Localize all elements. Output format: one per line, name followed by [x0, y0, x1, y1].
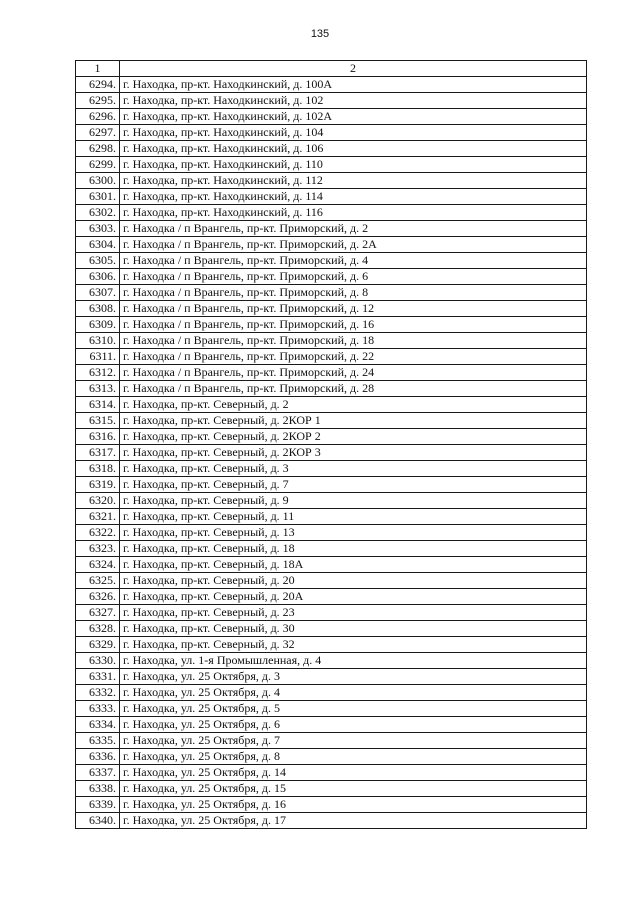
table-row	[76, 797, 587, 813]
row-number-cell: 6325.	[76, 573, 120, 589]
address-cell: г. Находка, ул. 25 Октября, д. 17	[120, 813, 587, 829]
address-cell: г. Находка, пр-кт. Находкинский, д. 116	[120, 205, 587, 221]
address-cell: г. Находка, ул. 25 Октября, д. 4	[120, 685, 587, 701]
address-cell: г. Находка, ул. 25 Октября, д. 7	[120, 733, 587, 749]
table-row	[76, 653, 587, 669]
address-cell: г. Находка, пр-кт. Северный, д. 2КОР 2	[120, 429, 587, 445]
row-number-cell: 6300.	[76, 173, 120, 189]
row-number-cell: 6309.	[76, 317, 120, 333]
row-number-cell: 6312.	[76, 365, 120, 381]
row-number-cell: 6307.	[76, 285, 120, 301]
address-cell: г. Находка, пр-кт. Северный, д. 2КОР 3	[120, 445, 587, 461]
address-cell: г. Находка, пр-кт. Северный, д. 18	[120, 541, 587, 557]
address-cell: г. Находка / п Врангель, пр-кт. Приморский, д. 28	[120, 381, 587, 397]
table-row	[76, 509, 587, 525]
row-number-cell: 6319.	[76, 477, 120, 493]
row-number-cell: 6317.	[76, 445, 120, 461]
row-number-cell: 6318.	[76, 461, 120, 477]
table-row	[76, 269, 587, 285]
table-row	[76, 685, 587, 701]
address-cell: г. Находка, пр-кт. Северный, д. 20	[120, 573, 587, 589]
table-row	[76, 205, 587, 221]
table-row	[76, 765, 587, 781]
row-number-cell: 6335.	[76, 733, 120, 749]
address-cell: г. Находка, пр-кт. Находкинский, д. 106	[120, 141, 587, 157]
address-cell: г. Находка / п Врангель, пр-кт. Приморский, д. 4	[120, 253, 587, 269]
table-row	[76, 781, 587, 797]
address-cell: г. Находка, ул. 25 Октября, д. 15	[120, 781, 587, 797]
address-cell: г. Находка, пр-кт. Северный, д. 2КОР 1	[120, 413, 587, 429]
address-cell: г. Находка, пр-кт. Находкинский, д. 110	[120, 157, 587, 173]
row-number-cell: 6298.	[76, 141, 120, 157]
address-cell: г. Находка, пр-кт. Находкинский, д. 102А	[120, 109, 587, 125]
address-cell: г. Находка / п Врангель, пр-кт. Приморский, д. 16	[120, 317, 587, 333]
table-row	[76, 701, 587, 717]
row-number-cell: 6304.	[76, 237, 120, 253]
row-number-cell: 6332.	[76, 685, 120, 701]
address-cell: г. Находка / п Врангель, пр-кт. Приморский, д. 2	[120, 221, 587, 237]
row-number-cell: 6296.	[76, 109, 120, 125]
address-cell: г. Находка, пр-кт. Находкинский, д. 114	[120, 189, 587, 205]
table-row	[76, 637, 587, 653]
address-cell: г. Находка, пр-кт. Северный, д. 7	[120, 477, 587, 493]
address-cell: г. Находка, пр-кт. Северный, д. 3	[120, 461, 587, 477]
address-cell: г. Находка, пр-кт. Находкинский, д. 100А	[120, 77, 587, 93]
row-number-cell: 6321.	[76, 509, 120, 525]
address-cell: г. Находка, пр-кт. Северный, д. 2	[120, 397, 587, 413]
row-number-cell: 6323.	[76, 541, 120, 557]
table-row	[76, 301, 587, 317]
table-row	[76, 93, 587, 109]
table-row	[76, 365, 587, 381]
address-cell: г. Находка, пр-кт. Северный, д. 9	[120, 493, 587, 509]
row-number-cell: 6294.	[76, 77, 120, 93]
row-number-cell: 6320.	[76, 493, 120, 509]
table-row	[76, 317, 587, 333]
table-row	[76, 589, 587, 605]
table-body	[76, 77, 587, 829]
column-header-address: 2	[120, 61, 587, 77]
table-row	[76, 477, 587, 493]
table-row	[76, 141, 587, 157]
table-row	[76, 621, 587, 637]
table-row	[76, 349, 587, 365]
address-cell: г. Находка / п Врангель, пр-кт. Приморский, д. 2А	[120, 237, 587, 253]
table-row	[76, 173, 587, 189]
row-number-cell: 6306.	[76, 269, 120, 285]
column-header-number: 1	[76, 61, 120, 77]
address-cell: г. Находка, ул. 25 Октября, д. 5	[120, 701, 587, 717]
table-row	[76, 557, 587, 573]
address-cell: г. Находка, пр-кт. Находкинский, д. 102	[120, 93, 587, 109]
address-cell: г. Находка, пр-кт. Северный, д. 32	[120, 637, 587, 653]
table-row	[76, 429, 587, 445]
row-number-cell: 6313.	[76, 381, 120, 397]
table-row	[76, 413, 587, 429]
address-cell: г. Находка / п Врангель, пр-кт. Приморский, д. 6	[120, 269, 587, 285]
table-row	[76, 253, 587, 269]
address-cell: г. Находка / п Врангель, пр-кт. Приморский, д. 22	[120, 349, 587, 365]
table-row	[76, 285, 587, 301]
table-row	[76, 381, 587, 397]
row-number-cell: 6336.	[76, 749, 120, 765]
address-cell: г. Находка, ул. 25 Октября, д. 3	[120, 669, 587, 685]
row-number-cell: 6339.	[76, 797, 120, 813]
row-number-cell: 6338.	[76, 781, 120, 797]
row-number-cell: 6316.	[76, 429, 120, 445]
row-number-cell: 6324.	[76, 557, 120, 573]
table-row	[76, 237, 587, 253]
address-cell: г. Находка / п Врангель, пр-кт. Приморский, д. 8	[120, 285, 587, 301]
table-row	[76, 125, 587, 141]
table-row	[76, 77, 587, 93]
row-number-cell: 6297.	[76, 125, 120, 141]
table-row	[76, 573, 587, 589]
row-number-cell: 6315.	[76, 413, 120, 429]
table-row	[76, 717, 587, 733]
address-cell: г. Находка, пр-кт. Северный, д. 23	[120, 605, 587, 621]
row-number-cell: 6311.	[76, 349, 120, 365]
row-number-cell: 6308.	[76, 301, 120, 317]
address-cell: г. Находка, пр-кт. Северный, д. 18А	[120, 557, 587, 573]
row-number-cell: 6303.	[76, 221, 120, 237]
row-number-cell: 6310.	[76, 333, 120, 349]
address-cell: г. Находка / п Врангель, пр-кт. Приморский, д. 18	[120, 333, 587, 349]
address-table	[75, 60, 587, 829]
address-cell: г. Находка, ул. 1-я Промышленная, д. 4	[120, 653, 587, 669]
table-row	[76, 605, 587, 621]
table-header	[76, 61, 587, 77]
address-cell: г. Находка, ул. 25 Октября, д. 6	[120, 717, 587, 733]
header-row	[76, 61, 587, 77]
row-number-cell: 6340.	[76, 813, 120, 829]
address-cell: г. Находка, ул. 25 Октября, д. 16	[120, 797, 587, 813]
table-row	[76, 541, 587, 557]
row-number-cell: 6331.	[76, 669, 120, 685]
table-row	[76, 669, 587, 685]
address-cell: г. Находка, пр-кт. Северный, д. 30	[120, 621, 587, 637]
table-row	[76, 189, 587, 205]
address-cell: г. Находка, пр-кт. Находкинский, д. 104	[120, 125, 587, 141]
table-row	[76, 493, 587, 509]
table-row	[76, 733, 587, 749]
page-number: 135	[310, 28, 330, 40]
row-number-cell: 6333.	[76, 701, 120, 717]
address-cell: г. Находка / п Врангель, пр-кт. Приморский, д. 12	[120, 301, 587, 317]
row-number-cell: 6327.	[76, 605, 120, 621]
address-cell: г. Находка, пр-кт. Северный, д. 11	[120, 509, 587, 525]
table-row	[76, 109, 587, 125]
table-row	[76, 333, 587, 349]
row-number-cell: 6301.	[76, 189, 120, 205]
row-number-cell: 6330.	[76, 653, 120, 669]
address-cell: г. Находка, ул. 25 Октября, д. 8	[120, 749, 587, 765]
table-row	[76, 749, 587, 765]
address-cell: г. Находка / п Врангель, пр-кт. Приморский, д. 24	[120, 365, 587, 381]
row-number-cell: 6326.	[76, 589, 120, 605]
row-number-cell: 6299.	[76, 157, 120, 173]
row-number-cell: 6329.	[76, 637, 120, 653]
row-number-cell: 6322.	[76, 525, 120, 541]
row-number-cell: 6302.	[76, 205, 120, 221]
address-cell: г. Находка, пр-кт. Северный, д. 13	[120, 525, 587, 541]
row-number-cell: 6337.	[76, 765, 120, 781]
table-row	[76, 813, 587, 829]
table-row	[76, 397, 587, 413]
table-row	[76, 461, 587, 477]
row-number-cell: 6295.	[76, 93, 120, 109]
row-number-cell: 6328.	[76, 621, 120, 637]
address-cell: г. Находка, ул. 25 Октября, д. 14	[120, 765, 587, 781]
table-row	[76, 157, 587, 173]
table-row	[76, 221, 587, 237]
row-number-cell: 6334.	[76, 717, 120, 733]
table-row	[76, 525, 587, 541]
address-cell: г. Находка, пр-кт. Находкинский, д. 112	[120, 173, 587, 189]
address-cell: г. Находка, пр-кт. Северный, д. 20А	[120, 589, 587, 605]
table-row	[76, 445, 587, 461]
row-number-cell: 6305.	[76, 253, 120, 269]
row-number-cell: 6314.	[76, 397, 120, 413]
